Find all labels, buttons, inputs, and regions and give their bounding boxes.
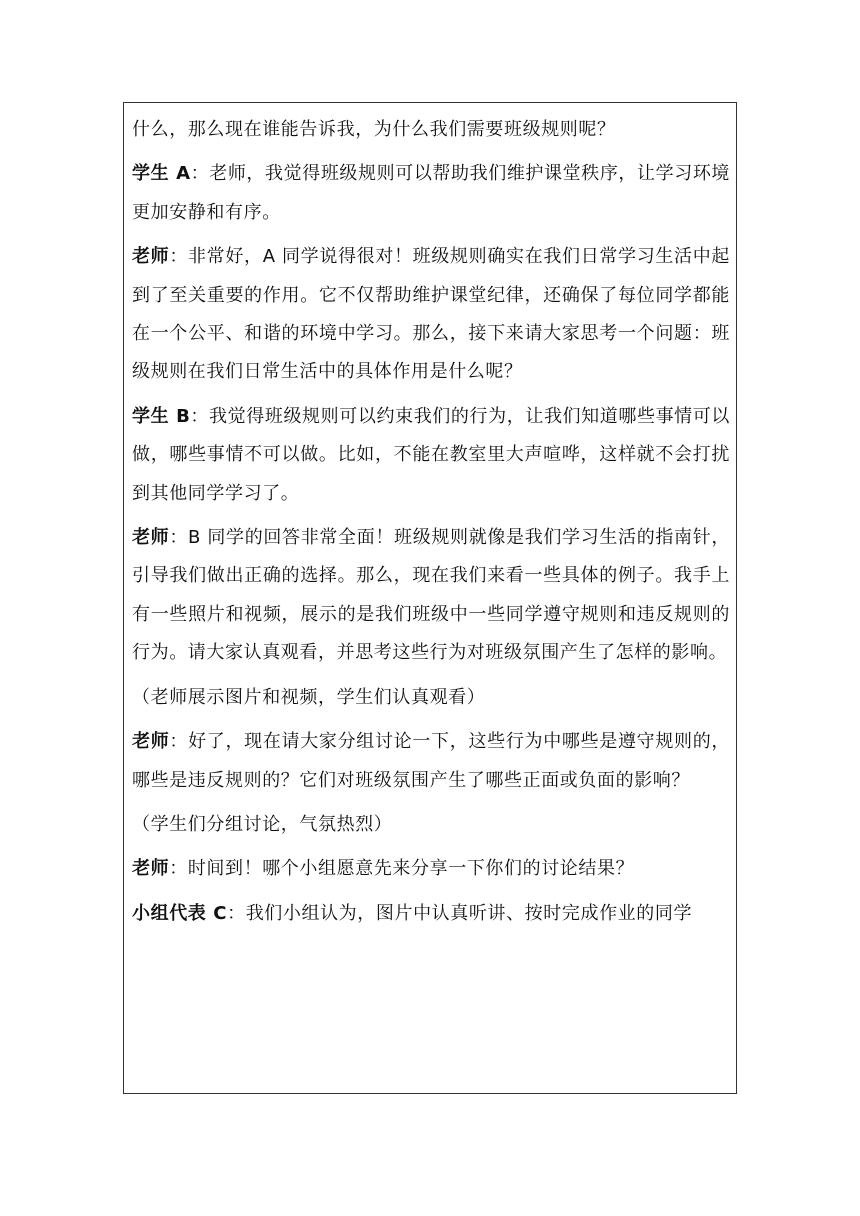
dialogue-paragraph	[132, 111, 730, 149]
paragraph-text: 老师，我觉得班级规则可以帮助我们维护课堂秩序，让学习环境更加安静和有序。	[132, 163, 731, 223]
paragraph-text: 非常好，A 同学说得很对！班级规则确实在我们日常学习生活中起到了至关重要的作用。它不仅帮助维护课堂纪律，还确保了每位同学都能在一个公平、和谐的环境中学习。那么，接下来请大家思考一个问题：班级规则在我们日常生活中的具体作用是什么呢？	[132, 246, 730, 383]
paragraph-text: 好了，现在请大家分组讨论一下，这些行为中哪些是遵守规则的，哪些是违反规则的？它们对班级氛围产生了哪些正面或负面的影响？	[132, 731, 731, 791]
dialogue-paragraph	[132, 519, 730, 673]
speaker-separator: ：	[190, 163, 210, 185]
dialogue-paragraph	[132, 238, 730, 392]
speaker-label: 老师	[132, 858, 170, 880]
speaker-label: 老师	[132, 246, 170, 268]
dialogue-paragraph	[132, 155, 730, 232]
dialogue-content	[132, 111, 730, 939]
speaker-label: 老师	[132, 527, 170, 549]
speaker-separator: ：	[169, 731, 189, 753]
speaker-separator: ：	[190, 405, 210, 427]
speaker-label: 学生 A	[132, 163, 191, 185]
paragraph-text: 时间到！哪个小组愿意先来分享一下你们的讨论结果？	[187, 858, 635, 880]
paragraph-text: 我们小组认为，图片中认真听讲、按时完成作业的同学	[245, 902, 693, 924]
dialogue-paragraph	[132, 723, 730, 800]
paragraph-text: 什么，那么现在谁能告诉我，为什么我们需要班级规则呢？	[132, 119, 616, 140]
dialogue-paragraph	[132, 398, 730, 513]
speaker-separator: ：	[169, 527, 189, 549]
dialogue-paragraph	[132, 895, 730, 933]
dialogue-paragraph	[132, 850, 730, 888]
stage-direction	[132, 679, 730, 717]
paragraph-text: 我觉得班级规则可以约束我们的行为，让我们知道哪些事情可以做，哪些事情不可以做。比如，不能在教室里大声喧哗，这样就不会打扰到其他同学学习了。	[132, 405, 730, 504]
paragraph-text: （老师展示图片和视频，学生们认真观看）	[132, 686, 486, 708]
speaker-label: 小组代表 C	[132, 902, 228, 924]
document-table-cell	[123, 102, 737, 1094]
speaker-label: 老师	[132, 731, 170, 753]
speaker-label: 学生 B	[132, 405, 191, 427]
paragraph-text: B 同学的回答非常全面！班级规则就像是我们学习生活的指南针，引导我们做出正确的选择。那么，现在我们来看一些具体的例子。我手上有一些照片和视频，展示的是我们班级中一些同学遵守规则和违反规则的行为。请大家认真观看，并思考这些行为对班级氛围产生了怎样的影响。	[132, 527, 730, 664]
stage-direction	[132, 806, 730, 844]
speaker-separator: ：	[227, 902, 246, 924]
paragraph-text: （学生们分组讨论，气氛热烈）	[132, 813, 393, 835]
speaker-separator: ：	[169, 858, 188, 880]
speaker-separator: ：	[169, 246, 189, 268]
